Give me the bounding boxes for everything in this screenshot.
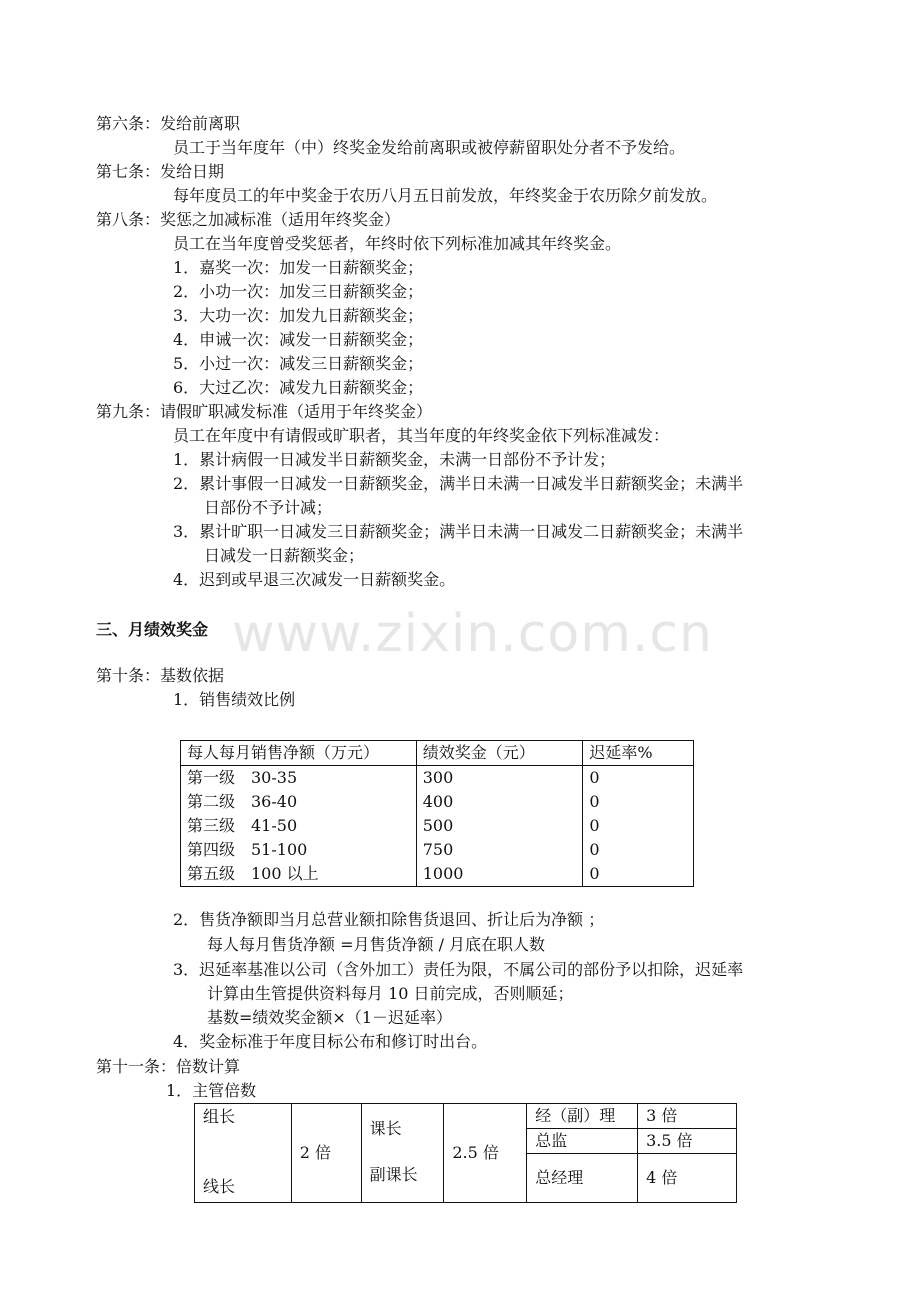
table-row: [195, 1104, 737, 1129]
article-10-sub-4: 4．奖金标准于年度目标公布和修订时出台。: [173, 1032, 488, 1051]
header-cell: 迟延率%: [583, 741, 694, 766]
table-cell: 第一级 30-35: [181, 766, 417, 791]
table-row: [181, 838, 694, 862]
article-8-item: 1．嘉奖一次：加发一日薪额奖金；: [173, 258, 424, 277]
table-cell: 经（副）理: [527, 1104, 638, 1129]
table-cell: 总监: [527, 1128, 638, 1153]
table-cell-section-chief: [361, 1104, 444, 1203]
article-8-item: 5．小过一次：减发三日薪额奖金；: [173, 354, 424, 373]
article-10-sub-3: 3．迟延率基准以公司（含外加工）责任为限，不属公司的部份予以扣除，迟延率: [173, 960, 744, 979]
table-cell: 750: [416, 838, 583, 862]
article-7-body: 每年度员工的年中奖金于农历八月五日前发放，年终奖金于农历除夕前发放。: [173, 186, 718, 205]
table-cell-group-leader: [195, 1104, 292, 1203]
label-fukezhang: 副课长: [369, 1165, 418, 1184]
article-9-item-4: 4．迟到或早退三次减发一日薪额奖金。: [173, 570, 456, 589]
table-cell: 300: [416, 766, 583, 791]
article-8-item: 2．小功一次：加发三日薪额奖金；: [173, 282, 424, 301]
table-cell: 3 倍: [638, 1104, 737, 1129]
table-cell: 4 倍: [638, 1153, 737, 1203]
article-8-heading: 第八条：奖惩之加减标准（适用年终奖金）: [96, 210, 401, 229]
article-9-item-3-cont: 日减发一日薪额奖金；: [204, 546, 365, 565]
article-10-sub-2: 2．售货净额即当月总营业额扣除售货退回、折让后为净额 ；: [173, 910, 605, 929]
table-cell: 400: [416, 790, 583, 814]
article-10-sub-3-cont: 计算由生管提供资料每月 10 日前完成，否则顺延；: [207, 984, 574, 1003]
table-row: [181, 862, 694, 887]
article-9-heading: 第九条：请假旷职减发标准（适用于年终奖金）: [96, 402, 433, 421]
article-10-heading: 第十条：基数依据: [96, 666, 225, 685]
table-row: [181, 790, 694, 814]
table-cell: 0: [583, 814, 694, 838]
label-zuzhang: 组长: [203, 1107, 236, 1126]
table-row: [181, 766, 694, 791]
article-10-sub-1: 1．销售绩效比例: [173, 690, 296, 709]
watermark: www.zixin.com.cn: [232, 604, 713, 664]
article-9-item-1: 1．累计病假一日减发半日薪额奖金，未满一日部份不予计发；: [173, 450, 616, 469]
article-8-intro: 员工在当年度曾受奖惩者，年终时依下列标准加减其年终奖金。: [173, 234, 622, 253]
table-cell: 总经理: [527, 1153, 638, 1203]
table-cell: 第五级 100 以上: [181, 862, 417, 887]
article-9-item-2-cont: 日部份不予计减；: [204, 498, 333, 517]
article-10-sub-3-formula: 基数=绩效奖金额×（1－迟延率）: [207, 1008, 452, 1027]
table-cell: 0: [583, 790, 694, 814]
table-cell: 2 倍: [291, 1104, 361, 1203]
section-3-heading: 三、月绩效奖金: [96, 620, 209, 639]
article-9-item-2: 2．累计事假一日减发一日薪额奖金，满半日未满一日减发半日薪额奖金；未满半: [173, 474, 744, 493]
table-cell: 第二级 36-40: [181, 790, 417, 814]
article-8-item: 3．大功一次：加发九日薪额奖金；: [173, 306, 424, 325]
article-8-item: 6．大过乙次：减发九日薪额奖金；: [173, 378, 424, 397]
article-9-item-3: 3．累计旷职一日减发三日薪额奖金；满半日未满一日减发二日薪额奖金；未满半: [173, 522, 744, 541]
article-10-sub-2-formula: 每人每月售货净额 =月售货净额 / 月底在职人数: [207, 935, 546, 954]
article-11-heading: 第十一条：倍数计算: [96, 1057, 241, 1076]
article-9-intro: 员工在年度中有请假或旷职者，其当年度的年终奖金依下列标准减发：: [173, 426, 670, 445]
table-cell: 第三级 41-50: [181, 814, 417, 838]
label-kezhang: 课长: [369, 1119, 402, 1138]
table-cell: 1000: [416, 862, 583, 887]
article-11-sub-1: 1．主管倍数: [166, 1081, 257, 1100]
table-header-row: [181, 741, 694, 766]
article-6-heading: 第六条：发给前离职: [96, 114, 241, 133]
header-cell: 每人每月销售净额（万元）: [181, 741, 417, 766]
article-8-item: 4．申诫一次：减发一日薪额奖金；: [173, 330, 424, 349]
label-xianzhang: 线长: [203, 1177, 236, 1196]
header-cell: 绩效奖金（元）: [416, 741, 583, 766]
table-cell: 3.5 倍: [638, 1128, 737, 1153]
table-cell: 0: [583, 862, 694, 887]
table-row: [181, 814, 694, 838]
sales-performance-table: [180, 740, 694, 887]
table-cell: 第四级 51-100: [181, 838, 417, 862]
article-7-heading: 第七条：发给日期: [96, 162, 225, 181]
table-cell: 500: [416, 814, 583, 838]
table-cell: 0: [583, 766, 694, 791]
table-cell: 2.5 倍: [444, 1104, 527, 1203]
manager-multiplier-table: [194, 1103, 737, 1203]
article-6-body: 员工于当年度年（中）终奖金发给前离职或被停薪留职处分者不予发给。: [173, 138, 686, 157]
table-cell: 0: [583, 838, 694, 862]
